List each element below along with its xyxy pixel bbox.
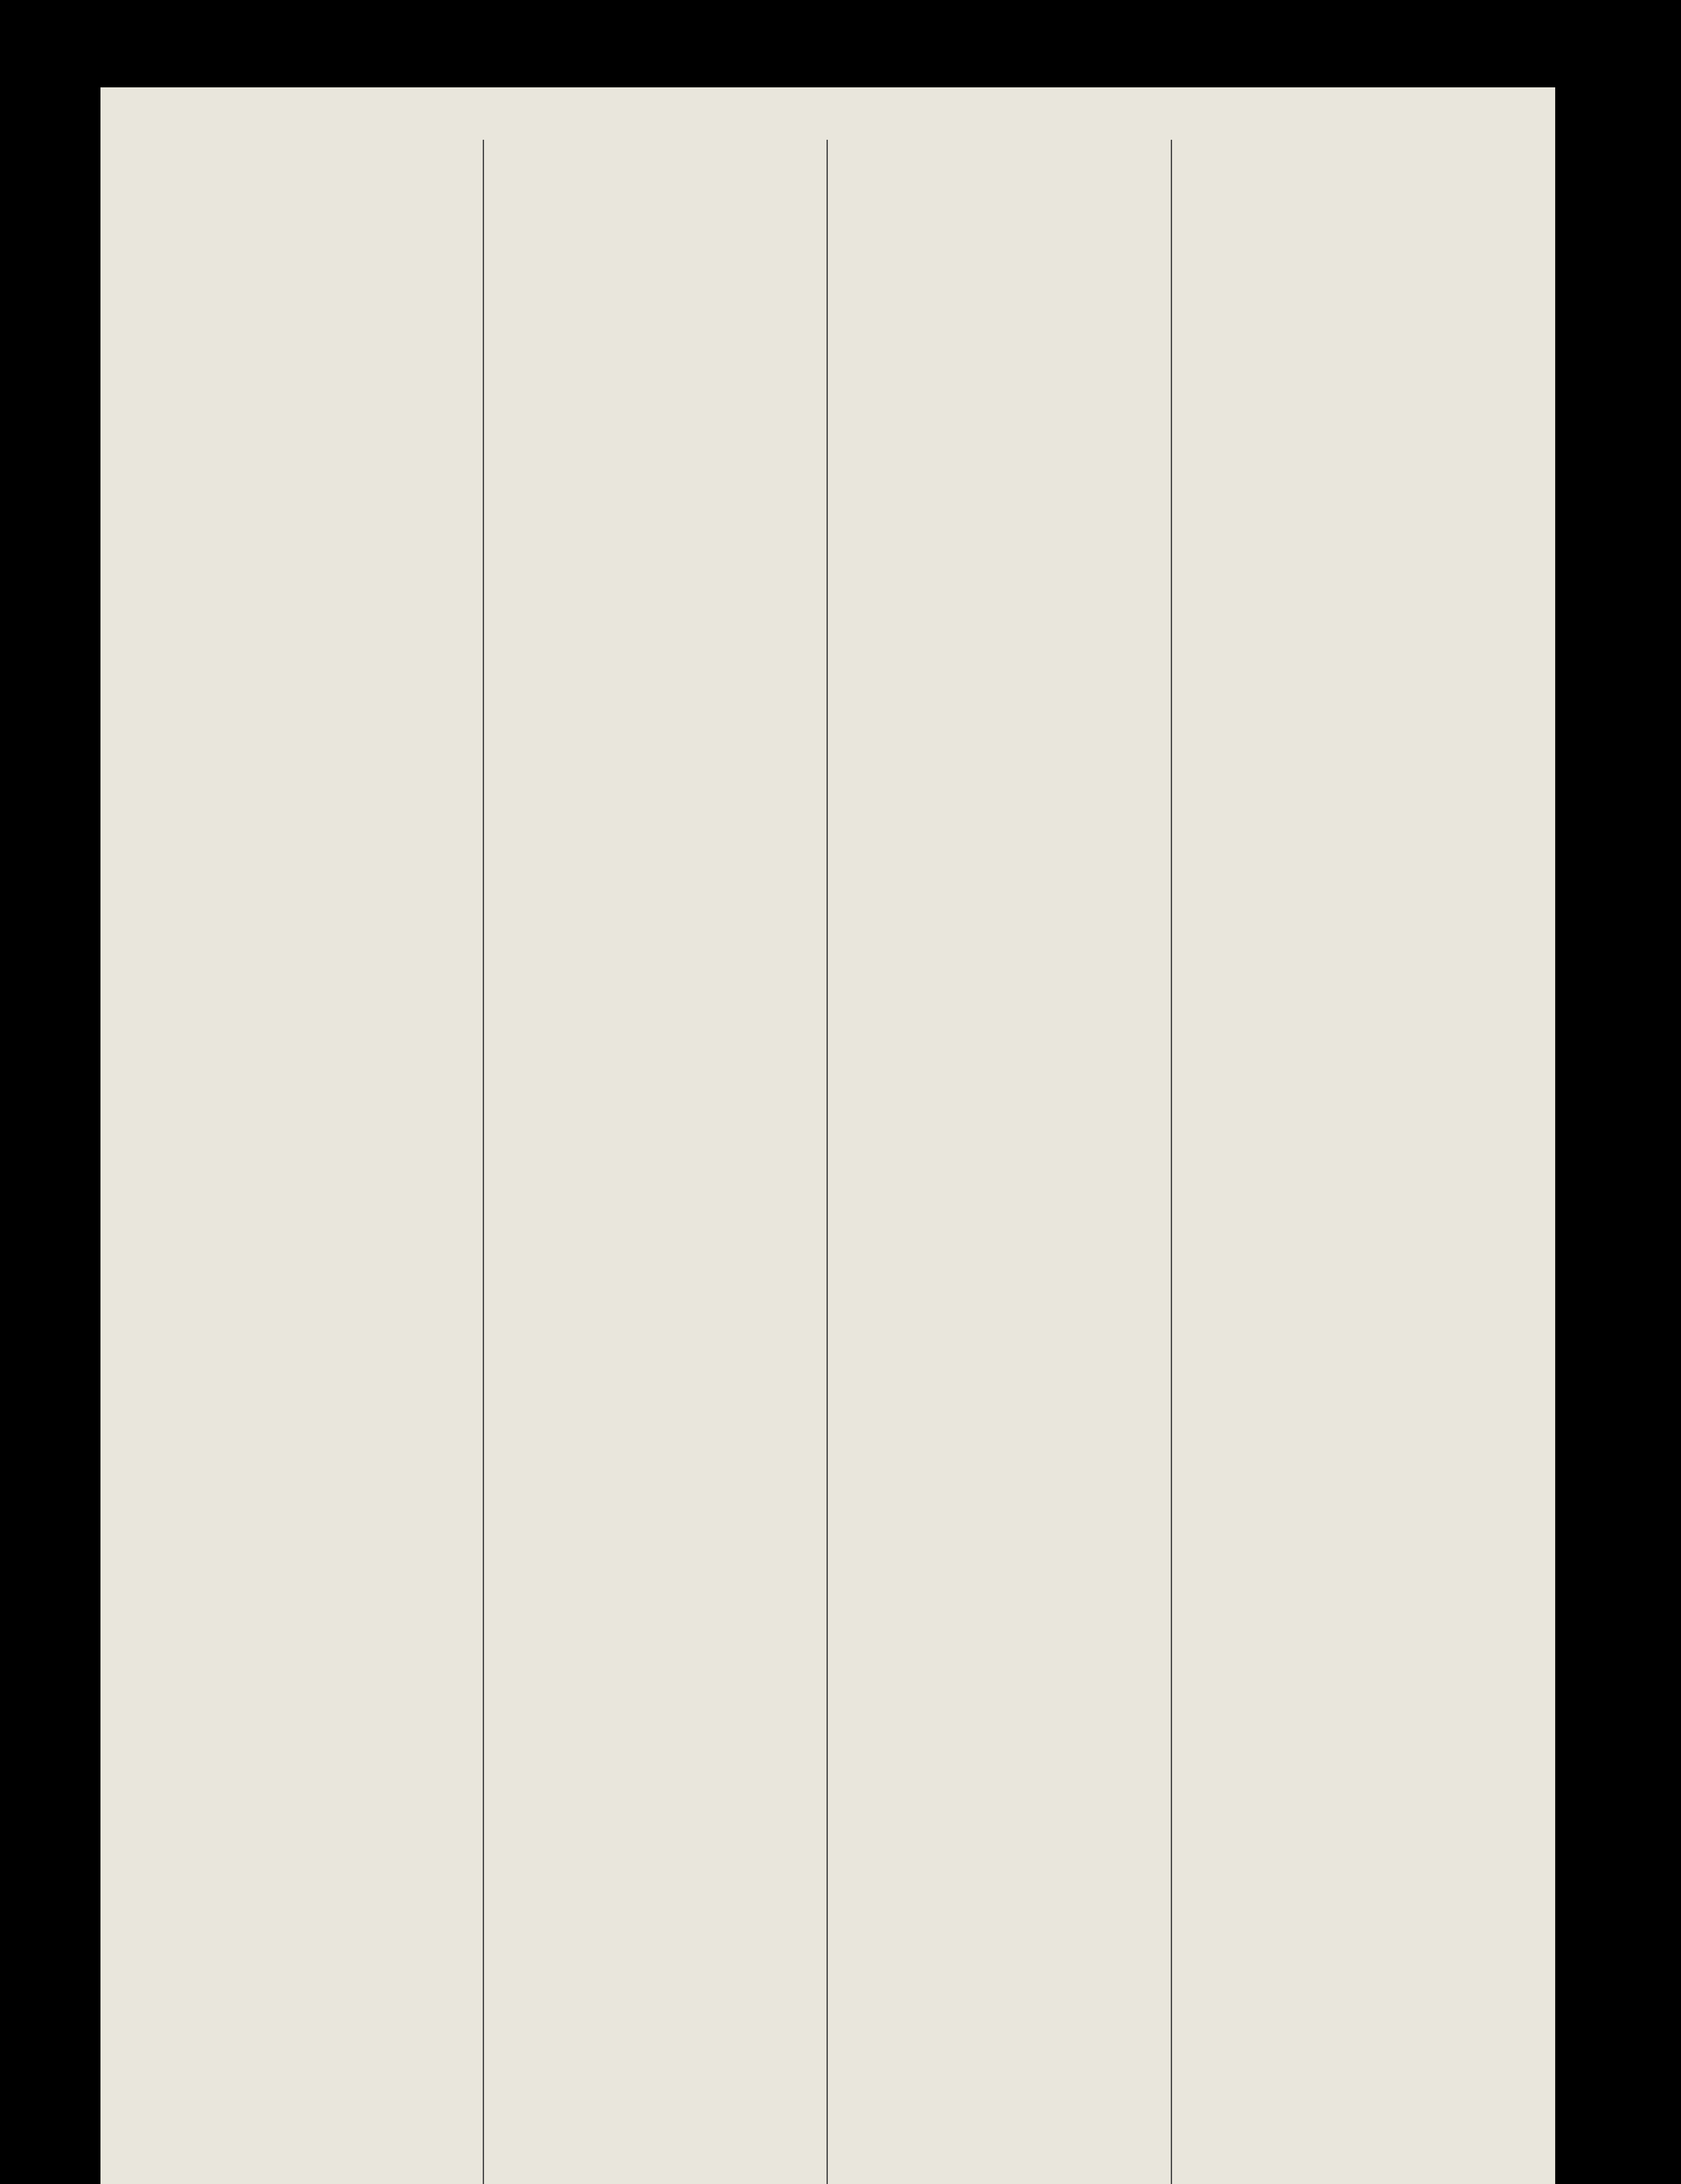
column-3 — [828, 140, 1172, 2184]
columns — [140, 140, 1516, 2184]
column-4 — [1172, 140, 1516, 2184]
column-2 — [484, 140, 828, 2184]
column-1 — [140, 140, 484, 2184]
newspaper-page — [100, 87, 1555, 2184]
